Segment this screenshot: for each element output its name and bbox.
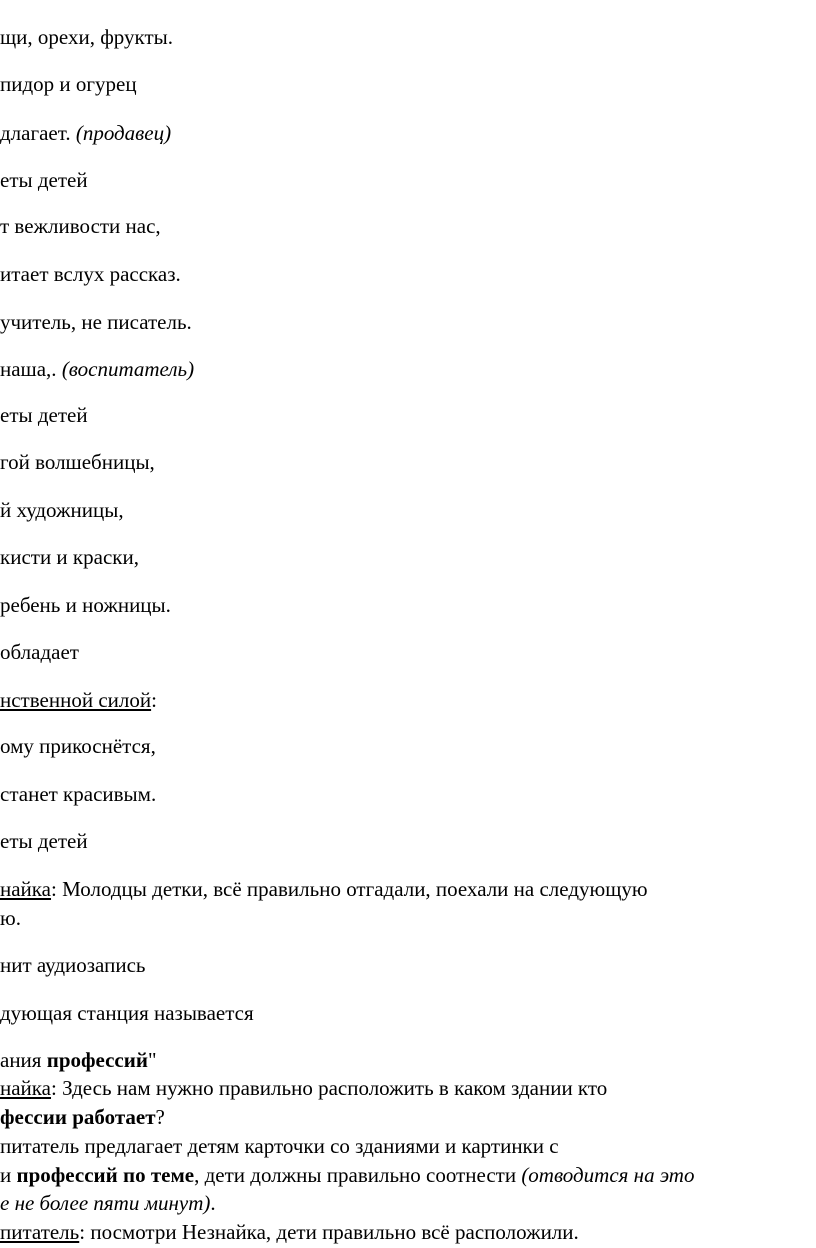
- text-line: дующая станция называется: [0, 1001, 254, 1025]
- text-line: еты детей: [0, 403, 88, 427]
- text-line: ания профессий": [0, 1048, 157, 1072]
- answer-italic: (воспитатель): [61, 357, 195, 381]
- text-line: пидор и огурец: [0, 72, 137, 96]
- text-line: найка: Здесь нам нужно правильно расположить в каком здании кто: [0, 1076, 608, 1100]
- text-line: фессии работает?: [0, 1105, 165, 1129]
- bold-text: профессий по теме: [16, 1163, 195, 1187]
- text-line: питатель: посмотри Незнайка, дети правильно всё расположили.: [0, 1220, 579, 1244]
- text-line: питатель предлагает детям карточки со зданиями и картинки с: [0, 1134, 559, 1158]
- text-line: наша,. (воспитатель): [0, 357, 195, 381]
- bold-text: фессии работает: [0, 1105, 156, 1129]
- answer-italic: (продавец): [75, 121, 172, 145]
- text-line: обладает: [0, 640, 79, 664]
- text-line: еты детей: [0, 168, 88, 192]
- speaker-name: питатель: [0, 1220, 80, 1244]
- text-line: нит аудиозапись: [0, 953, 146, 977]
- text-line: найка: Молодцы детки, всё правильно отгадали, поехали на следующую: [0, 877, 648, 901]
- speaker-name: найка: [0, 1076, 52, 1100]
- text-line: ребень и ножницы.: [0, 593, 171, 617]
- text-line: станет красивым.: [0, 782, 157, 806]
- text-line: гой волшебницы,: [0, 450, 155, 474]
- text-line: длагает. (продавец): [0, 121, 172, 145]
- bold-text: профессий: [46, 1048, 148, 1072]
- text-line: итает вслух рассказ.: [0, 262, 181, 286]
- text-line: т вежливости нас,: [0, 214, 161, 238]
- text-line: и профессий по теме, дети должны правильно соотнести (отводится на это: [0, 1163, 695, 1187]
- text-line: е не более пяти минут).: [0, 1191, 216, 1215]
- italic-note: (отводится на это: [521, 1163, 695, 1187]
- text-line: щи, орехи, фрукты.: [0, 25, 173, 49]
- text-line: й художницы,: [0, 498, 124, 522]
- underlined-text: нственной силой: [0, 688, 152, 712]
- speaker-name: найка: [0, 877, 52, 901]
- text-line: нственной силой:: [0, 688, 157, 712]
- italic-note: е не более пяти минут): [0, 1191, 211, 1215]
- text-line: кисти и краски,: [0, 545, 139, 569]
- text-line: ю.: [0, 906, 21, 930]
- text-line: учитель, не писатель.: [0, 310, 192, 334]
- text-line: еты детей: [0, 829, 88, 853]
- text-line: ому прикоснётся,: [0, 734, 156, 758]
